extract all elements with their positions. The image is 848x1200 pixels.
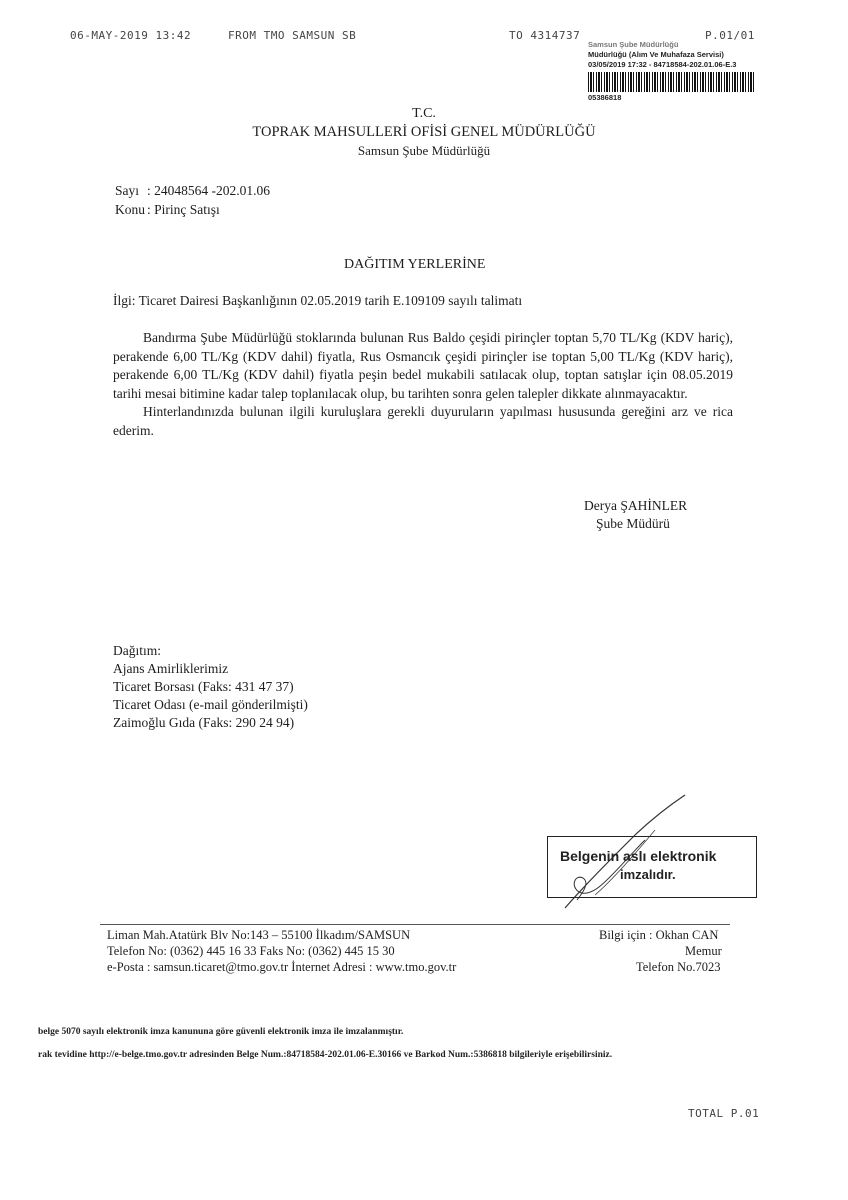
distribution-item: Zaimoğlu Gıda (Faks: 290 24 94): [113, 715, 295, 730]
fax-from: FROM TMO SAMSUN SB: [228, 29, 357, 42]
barcode: [588, 72, 756, 92]
konu-label: Konu: [115, 202, 145, 217]
distribution-title: Dağıtım:: [113, 643, 161, 658]
stamp-code: 05386818: [588, 93, 622, 102]
konu-value: : Pirinç Satışı: [147, 202, 220, 217]
footer-info-title: Memur: [685, 944, 722, 958]
fax-total-pages: TOTAL P.01: [688, 1107, 760, 1120]
recipient: DAĞITIM YERLERİNE: [344, 257, 486, 272]
legal-notice-1: belge 5070 sayılı elektronik imza kanununa göre güvenli elektronik imza ile imzalanmıştır.: [38, 1027, 404, 1037]
header-branch: Samsun Şube Müdürlüğü: [357, 143, 491, 158]
paragraph-1: Bandırma Şube Müdürlüğü stoklarında bulunan Rus Baldo çeşidi pirinçler toptan 5,70 TL/Kg (KDV hariç), perakende 6,00 TL/Kg (KDV dahil) fiyatla, Rus Osmancık çeşidi pirinçler ise toptan 5,00 TL/Kg (KDV hariç), perakende 6,00 TL/Kg (KDV dahil) fiyatla peşin bedel mukabili satılacak olup, toptan satışlar için 08.05.2019 tarihi mesai bitimine kadar talep toplanılacak olup, bu tarihten sonra gelen talepler dikkate alınmayacaktır.: [113, 330, 733, 401]
fax-date-time: 06-MAY-2019 13:42: [70, 29, 192, 42]
header-tc: T.C.: [412, 106, 436, 121]
registry-stamp: [588, 40, 760, 103]
stamp-line-3: 03/05/2019 17:32 - 84718584-202.01.06-E.3: [588, 60, 737, 69]
stamp-line-2: Müdürlüğü (Alım Ve Muhafaza Servisi): [588, 50, 724, 59]
footer-info-label: Bilgi için : Okhan CAN: [599, 928, 719, 942]
legal-notice-2: rak tevidine http://e-belge.tmo.gov.tr adresinden Belge Num.:84718584-202.01.06-E.30166 ve Barkod Num.:5386818 bilgileriyle erişebilirsiniz.: [38, 1050, 613, 1060]
e-signature-line-2: imzalıdır.: [620, 867, 676, 882]
footer-address: Liman Mah.Atatürk Blv No:143 – 55100 İlkadım/SAMSUN: [107, 928, 411, 942]
footer-info-phone: Telefon No.7023: [636, 960, 721, 974]
sayi-value: : 24048564 -202.01.06: [147, 183, 270, 198]
konu-row: [115, 202, 220, 218]
fax-to: TO 4314737: [509, 29, 581, 42]
signatory-name: Derya ŞAHİNLER: [584, 498, 688, 513]
sayi-row: [115, 183, 270, 199]
header-org: TOPRAK MAHSULLERİ OFİSİ GENEL MÜDÜRLÜĞÜ: [252, 124, 596, 140]
distribution-item: Ticaret Borsası (Faks: 431 47 37): [113, 679, 294, 694]
stamp-line-1: Samsun Şube Müdürlüğü: [588, 40, 679, 49]
distribution-item: Ticaret Odası (e-mail gönderilmişti): [113, 697, 308, 712]
distribution-item: Ajans Amirliklerimiz: [113, 661, 229, 676]
sayi-label: Sayı: [115, 183, 140, 198]
fax-page: P.01/01: [705, 29, 755, 42]
paragraph-2: Hinterlandınızda bulunan ilgili kuruluşlara gerekli duyuruların yapılması hususunda gereğini arz ve rica ederim.: [113, 404, 733, 438]
letter-body: [113, 329, 733, 440]
signatory-title: Şube Müdürü: [596, 516, 670, 531]
ilgi-reference: İlgi: Ticaret Dairesi Başkanlığının 02.05.2019 tarih E.109109 sayılı talimatı: [113, 293, 523, 308]
e-signature-line-1: Belgenin aslı elektronik: [560, 848, 717, 864]
footer-phone: Telefon No: (0362) 445 16 33 Faks No: (0362) 445 15 30: [107, 944, 395, 958]
footer-email: e-Posta : samsun.ticaret@tmo.gov.tr İnternet Adresi : www.tmo.gov.tr: [107, 960, 457, 974]
footer-divider: [100, 924, 730, 925]
